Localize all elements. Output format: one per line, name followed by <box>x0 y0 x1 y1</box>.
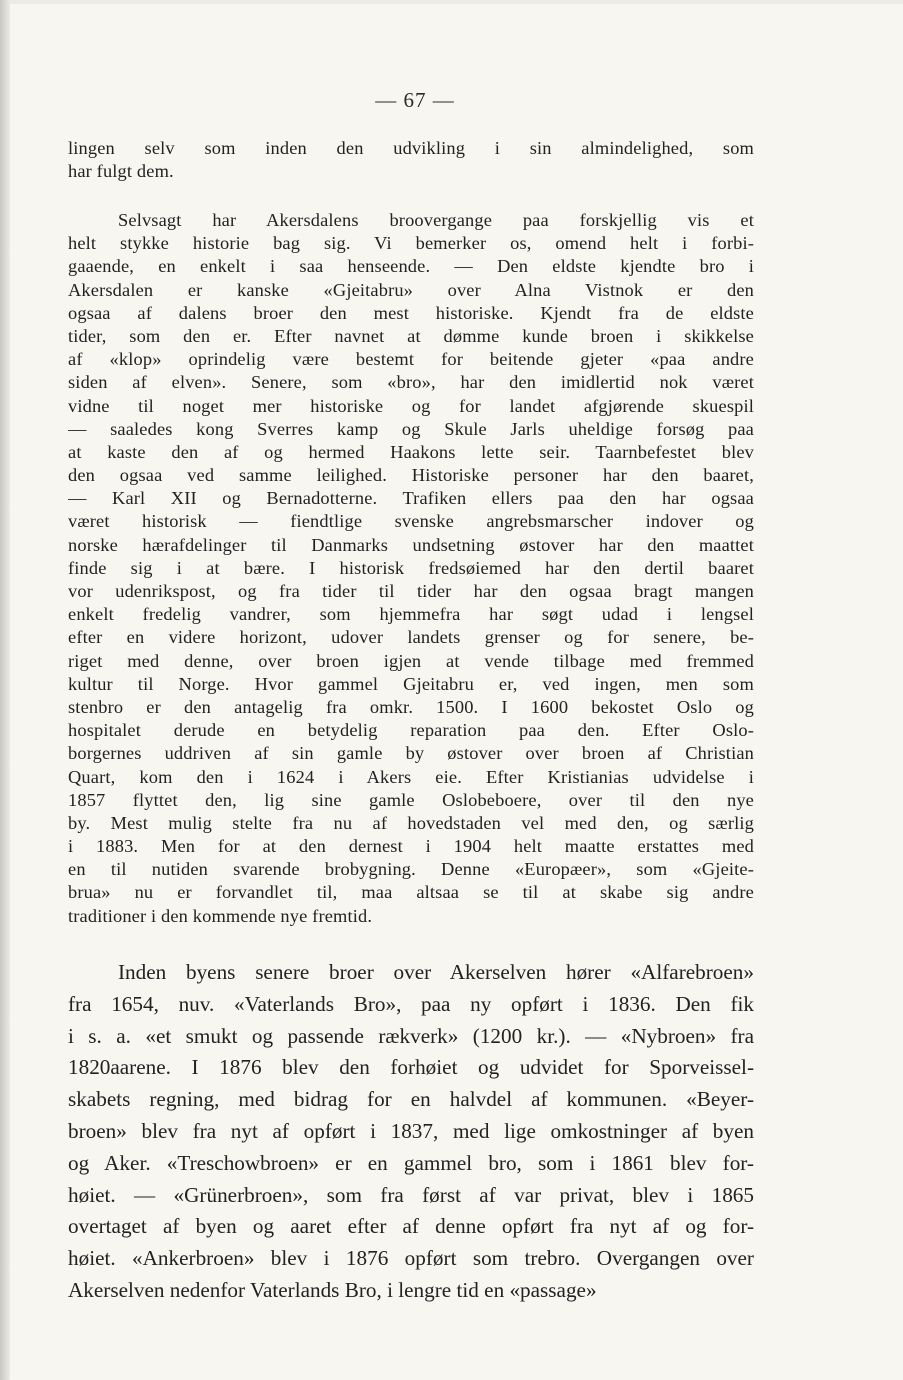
text-line: en til nutiden svarende brobygning. Denne «Europæer», som «Gjeite- <box>68 859 754 880</box>
text-line: 1857 flyttet den, lig sine gamle Oslobeboere, over til den nye <box>68 789 754 810</box>
text-line: traditioner i den kommende nye fremtid. <box>68 905 373 926</box>
text-line: har fulgt dem. <box>68 161 174 182</box>
text-line: riget med denne, over broen igjen at vende tilbage med fremmed <box>68 650 754 671</box>
text-line: brua» nu er forvandlet til, maa altsaa se til at skabe sig andre <box>68 882 754 903</box>
text-line: gaaende, en enkelt i saa henseende. — Den eldste kjendte bro i <box>68 256 754 277</box>
text-line: været historisk — fiendtlige svenske angrebsmarscher indover og <box>68 511 754 532</box>
text-line: Akersdalen er kanske «Gjeitabru» over Alna Vistnok er den <box>68 279 754 300</box>
text-line: i 1883. Men for at den dernest i 1904 helt maatte erstattes med <box>68 836 754 857</box>
text-line: stenbro er den antagelig fra omkr. 1500. I 1600 bekostet Oslo og <box>68 696 754 717</box>
text-line: kultur til Norge. Hvor gammel Gjeitabru er, ved ingen, men som <box>68 673 754 694</box>
text-line: by. Mest mulig stelte fra nu af hovedstaden vel med den, og særlig <box>68 812 754 833</box>
text-line: efter en videre horizont, udover landets grenser og for senere, be- <box>68 627 754 648</box>
text-line: høiet. — «Grünerbroen», som fra først af var privat, blev i 1865 <box>68 1182 754 1207</box>
text-line: 1820aarene. I 1876 blev den forhøiet og udvidet for Sporveissel- <box>68 1055 754 1080</box>
text-line: — saaledes kong Sverres kamp og Skule Jarls uheldige forsøg paa <box>68 418 754 439</box>
text-line: enkelt fredelig vandrer, som hjemmefra har søgt udad i lengsel <box>68 604 754 625</box>
text-line: norske hærafdelinger til Danmarks undsetning østover har den maattet <box>68 534 754 555</box>
text-line: Inden byens senere broer over Akerselven hører «Alfarebroen» <box>118 960 754 984</box>
text-line: af «klop» oprindelig være bestemt for beitende gjeter «paa andre <box>68 349 754 370</box>
text-line: broen» blev fra nyt af opført i 1837, med lige omkostninger af byen <box>68 1118 754 1143</box>
text-line: Selvsagt har Akersdalens broovergange paa forskjellig vis et <box>118 210 754 230</box>
text-line: siden af elven». Senere, som «bro», har den imidlertid nok været <box>68 372 754 393</box>
text-line: høiet. «Ankerbroen» blev i 1876 opført som trebro. Overgangen over <box>68 1246 754 1271</box>
text-line: at kaste den af og hermed Haakons lette seir. Taarnbefestet blev <box>68 441 754 462</box>
page-number: — 67 — <box>375 88 455 112</box>
text-line: den ogsaa ved samme leilighed. Historiske personer har den baaret, <box>68 465 754 486</box>
paragraph-continuation <box>68 137 754 183</box>
text-line: borgernes uddriven af sin gamle by østover over broen af Christian <box>68 743 754 764</box>
text-line: tider, som den er. Efter navnet at dømme kunde broen i skikkelse <box>68 325 754 346</box>
text-line: lingen selv som inden den udvikling i sin almindelighed, som <box>68 138 754 158</box>
text-line: hospitalet derude en betydelig reparation paa den. Efter Oslo- <box>68 720 754 741</box>
text-line: skabets regning, med bidrag for en halvdel af kommunen. «Beyer- <box>68 1087 754 1112</box>
text-line: fra 1654, nuv. «Vaterlands Bro», paa ny opført i 1836. Den fik <box>68 991 754 1016</box>
text-line: overtaget af byen og aaret efter af denne opført fra nyt af og for- <box>68 1214 754 1239</box>
text-line: vidne til noget mer historiske og for landet afgjørende skuespil <box>68 395 754 416</box>
text-line: — Karl XII og Bernadotterne. Trafiken ellers paa den har ogsaa <box>68 488 754 509</box>
text-line: og Aker. «Treschowbroen» er en gammel bro, som i 1861 blev for- <box>68 1150 754 1175</box>
text-line: Quart, kom den i 1624 i Akers eie. Efter Kristianias udvidelse i <box>68 766 754 787</box>
binding-shadow <box>0 0 10 1380</box>
text-line: vor udenrikspost, og fra tider til tider har den ogsaa bragt mangen <box>68 581 754 601</box>
text-line: helt stykke historie bag sig. Vi bemerker os, omend helt i forbi- <box>68 233 754 254</box>
paragraph-akersdalen-bridges <box>68 209 754 928</box>
text-line: i s. a. «et smukt og passende rækverk» (1200 kr.). — «Nybroen» fra <box>68 1023 754 1048</box>
paragraph-akerselven-bridges <box>68 957 754 1307</box>
text-line: Akerselven nedenfor Vaterlands Bro, i lengre tid en «passage» <box>68 1277 597 1302</box>
text-line: finde sig i at bære. I historisk fredsøiemed har den dertil baaret <box>68 557 754 578</box>
text-line: ogsaa af dalens broer den mest historiske. Kjendt fra de eldste <box>68 302 754 323</box>
